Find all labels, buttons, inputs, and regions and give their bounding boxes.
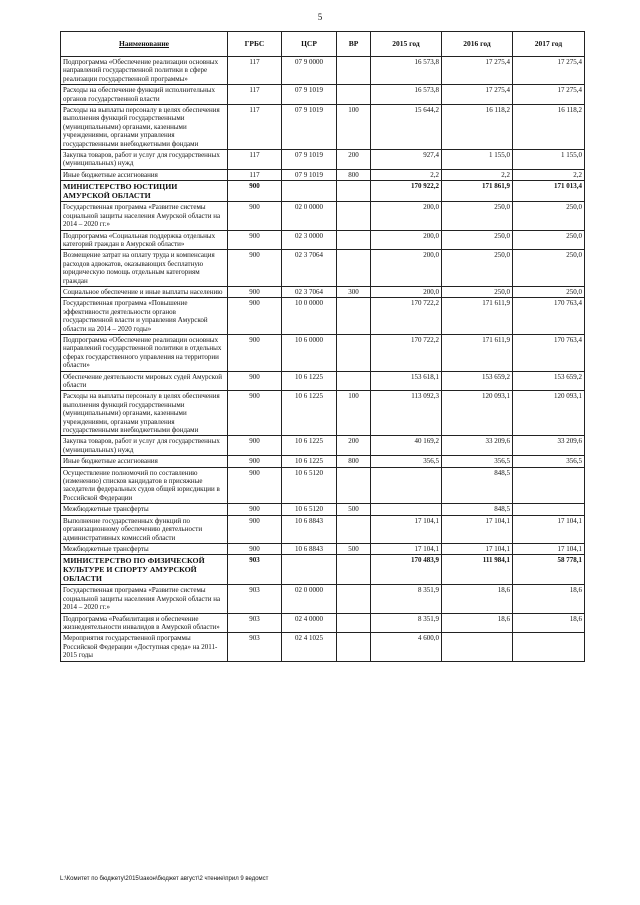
cell-2016: 17 104,1 (442, 515, 513, 543)
cell-2015 (371, 467, 442, 504)
cell-2015: 8 351,9 (371, 585, 442, 613)
cell-grbs: 903 (228, 613, 282, 633)
cell-grbs: 900 (228, 504, 282, 515)
cell-name: Подпрограмма «Обеспечение реализации основных направлений государственной политики в отдельных сферах государственного управления на территории области» (61, 334, 228, 371)
cell-2015: 927,4 (371, 150, 442, 170)
cell-csr: 02 4 0000 (282, 613, 337, 633)
cell-grbs: 903 (228, 633, 282, 661)
table-row (61, 181, 585, 202)
cell-csr: 10 6 1225 (282, 436, 337, 456)
cell-vr (337, 230, 371, 250)
table-row (61, 391, 585, 436)
table-row (61, 371, 585, 391)
cell-name: Межбюджетные трансферты (61, 504, 228, 515)
cell-2016: 2,2 (442, 169, 513, 180)
cell-2016: 250,0 (442, 202, 513, 230)
cell-vr (337, 202, 371, 230)
cell-2017 (513, 467, 585, 504)
cell-csr (282, 181, 337, 202)
cell-2016: 17 275,4 (442, 57, 513, 85)
cell-2016 (442, 633, 513, 661)
table-row (61, 169, 585, 180)
cell-2016: 171 611,9 (442, 298, 513, 335)
cell-csr: 07 9 1019 (282, 105, 337, 150)
cell-csr: 10 0 0000 (282, 298, 337, 335)
cell-vr (337, 613, 371, 633)
cell-name: Мероприятия государственной программы Российской Федерации «Доступная среда» на 2011-2015 годы (61, 633, 228, 661)
cell-2015: 356,5 (371, 456, 442, 467)
cell-csr: 02 4 1025 (282, 633, 337, 661)
table-row (61, 230, 585, 250)
cell-vr (337, 298, 371, 335)
cell-csr (282, 555, 337, 585)
cell-2017: 17 104,1 (513, 543, 585, 554)
cell-2015: 17 104,1 (371, 543, 442, 554)
cell-name: Межбюджетные трансферты (61, 543, 228, 554)
cell-2016: 33 209,6 (442, 436, 513, 456)
cell-csr: 02 0 0000 (282, 585, 337, 613)
cell-2016: 120 093,1 (442, 391, 513, 436)
table-row (61, 456, 585, 467)
cell-2017: 1 155,0 (513, 150, 585, 170)
header-2017: 2017 год (513, 32, 585, 57)
cell-name: Выполнение государственных функций по организационному обеспечению деятельности административных комиссий области (61, 515, 228, 543)
cell-2015: 200,0 (371, 230, 442, 250)
cell-csr: 07 9 1019 (282, 150, 337, 170)
cell-grbs: 117 (228, 85, 282, 105)
cell-csr: 10 6 8843 (282, 543, 337, 554)
table-row (61, 633, 585, 661)
cell-csr: 10 6 1225 (282, 456, 337, 467)
cell-2017: 250,0 (513, 230, 585, 250)
cell-csr: 10 6 5120 (282, 504, 337, 515)
cell-2016: 848,5 (442, 504, 513, 515)
cell-2016: 17 104,1 (442, 543, 513, 554)
cell-2015: 170 922,2 (371, 181, 442, 202)
cell-name: Расходы на выплаты персоналу в целях обеспечения выполнения функций государственными (муниципальными) органами, казенными учреждениями, органами управления государственными внебюджетными фондами (61, 391, 228, 436)
cell-grbs: 903 (228, 585, 282, 613)
table-row (61, 298, 585, 335)
cell-2016: 250,0 (442, 230, 513, 250)
cell-grbs: 117 (228, 105, 282, 150)
cell-2017: 18,6 (513, 613, 585, 633)
cell-vr (337, 371, 371, 391)
cell-csr: 10 6 0000 (282, 334, 337, 371)
cell-2017: 250,0 (513, 250, 585, 287)
cell-grbs: 900 (228, 230, 282, 250)
footer-file-path: L:\Комитет по бюджету\2015\закон\бюджет август\2 чтение\прил 9 ведомст (60, 876, 269, 882)
cell-2015: 40 169,2 (371, 436, 442, 456)
cell-csr: 10 6 1225 (282, 371, 337, 391)
cell-2015: 15 644,2 (371, 105, 442, 150)
cell-grbs: 900 (228, 298, 282, 335)
cell-2017: 250,0 (513, 202, 585, 230)
cell-2015: 4 600,0 (371, 633, 442, 661)
cell-2016: 1 155,0 (442, 150, 513, 170)
cell-2017: 17 104,1 (513, 515, 585, 543)
cell-name: Подпрограмма «Обеспечение реализации основных направлений государственной политики в сфере реализации государственной программы» (61, 57, 228, 85)
cell-vr (337, 85, 371, 105)
header-2015: 2015 год (371, 32, 442, 57)
cell-csr: 10 6 1225 (282, 391, 337, 436)
table-row (61, 585, 585, 613)
cell-csr: 10 6 8843 (282, 515, 337, 543)
cell-name: МИНИСТЕРСТВО ПО ФИЗИЧЕСКОЙ КУЛЬТУРЕ И СПОРТУ АМУРСКОЙ ОБЛАСТИ (61, 555, 228, 585)
table-row (61, 286, 585, 297)
header-vr: ВР (337, 32, 371, 57)
table-row (61, 105, 585, 150)
cell-2017: 170 763,4 (513, 334, 585, 371)
cell-grbs: 900 (228, 286, 282, 297)
cell-name: Иные бюджетные ассигнования (61, 456, 228, 467)
cell-grbs: 900 (228, 181, 282, 202)
cell-vr: 500 (337, 504, 371, 515)
table-row (61, 85, 585, 105)
cell-2016: 356,5 (442, 456, 513, 467)
cell-csr: 07 9 0000 (282, 57, 337, 85)
cell-2016: 18,6 (442, 613, 513, 633)
cell-grbs: 900 (228, 250, 282, 287)
table-body (61, 57, 585, 662)
table-row (61, 543, 585, 554)
header-csr: ЦСР (282, 32, 337, 57)
cell-name: Обеспечение деятельности мировых судей Амурской области (61, 371, 228, 391)
cell-2016: 153 659,2 (442, 371, 513, 391)
cell-2016: 17 275,4 (442, 85, 513, 105)
cell-2017: 356,5 (513, 456, 585, 467)
cell-grbs: 117 (228, 169, 282, 180)
cell-grbs: 900 (228, 515, 282, 543)
cell-csr: 07 9 1019 (282, 169, 337, 180)
cell-vr: 200 (337, 150, 371, 170)
cell-vr (337, 467, 371, 504)
cell-csr: 02 3 7064 (282, 286, 337, 297)
cell-2016: 250,0 (442, 250, 513, 287)
cell-2015: 153 618,1 (371, 371, 442, 391)
table-row (61, 250, 585, 287)
cell-csr: 02 3 7064 (282, 250, 337, 287)
cell-vr (337, 334, 371, 371)
cell-name: Расходы на обеспечение функций исполнительных органов государственной власти (61, 85, 228, 105)
cell-2017: 171 013,4 (513, 181, 585, 202)
cell-2015: 2,2 (371, 169, 442, 180)
cell-name: МИНИСТЕРСТВО ЮСТИЦИИ АМУРСКОЙ ОБЛАСТИ (61, 181, 228, 202)
cell-2017: 120 093,1 (513, 391, 585, 436)
cell-2015: 170 722,2 (371, 298, 442, 335)
cell-2017: 16 118,2 (513, 105, 585, 150)
cell-vr (337, 585, 371, 613)
cell-2015: 113 092,3 (371, 391, 442, 436)
table-row (61, 436, 585, 456)
cell-grbs: 900 (228, 391, 282, 436)
cell-2015: 16 573,8 (371, 85, 442, 105)
cell-2017 (513, 504, 585, 515)
cell-name: Возмещение затрат на оплату труда и компенсация расходов адвокатов, оказывающих бесплатную юридическую помощь отдельным категориям граждан (61, 250, 228, 287)
cell-2015: 200,0 (371, 202, 442, 230)
cell-2016: 848,5 (442, 467, 513, 504)
cell-grbs: 900 (228, 456, 282, 467)
table-row (61, 555, 585, 585)
cell-2015: 200,0 (371, 250, 442, 287)
cell-2017: 250,0 (513, 286, 585, 297)
table-header (61, 32, 585, 57)
cell-2015: 16 573,8 (371, 57, 442, 85)
cell-2016: 16 118,2 (442, 105, 513, 150)
cell-2017: 17 275,4 (513, 57, 585, 85)
cell-grbs: 900 (228, 543, 282, 554)
cell-2016: 111 984,1 (442, 555, 513, 585)
cell-name: Государственная программа «Повышение эффективности деятельности органов государственной власти и управления Амурской области на 2014 – 2020 годы» (61, 298, 228, 335)
cell-2017: 170 763,4 (513, 298, 585, 335)
cell-2017: 18,6 (513, 585, 585, 613)
table-row (61, 504, 585, 515)
cell-2016: 250,0 (442, 286, 513, 297)
table-row (61, 57, 585, 85)
cell-csr: 07 9 1019 (282, 85, 337, 105)
table-row (61, 515, 585, 543)
cell-vr: 200 (337, 436, 371, 456)
budget-table (60, 31, 585, 662)
page-number: 5 (317, 12, 323, 22)
cell-vr (337, 181, 371, 202)
table-row (61, 202, 585, 230)
cell-2015: 170 483,9 (371, 555, 442, 585)
cell-name: Государственная программа «Развитие системы социальной защиты населения Амурской области на 2014 – 2020 гг.» (61, 202, 228, 230)
cell-vr: 800 (337, 169, 371, 180)
cell-grbs: 117 (228, 150, 282, 170)
cell-vr: 100 (337, 391, 371, 436)
cell-grbs: 900 (228, 334, 282, 371)
header-grbs: ГРБС (228, 32, 282, 57)
cell-name: Подпрограмма «Реабилитация и обеспечение жизнедеятельности инвалидов в Амурской области» (61, 613, 228, 633)
cell-name: Закупка товаров, работ и услуг для государственных (муниципальных) нужд (61, 436, 228, 456)
table-row (61, 334, 585, 371)
cell-grbs: 900 (228, 436, 282, 456)
cell-vr (337, 515, 371, 543)
cell-name: Осуществление полномочий по составлению (изменению) списков кандидатов в присяжные заседатели федеральных судов общей юрисдикции в Российской Федерации (61, 467, 228, 504)
header-2016: 2016 год (442, 32, 513, 57)
cell-2016: 18,6 (442, 585, 513, 613)
cell-2015 (371, 504, 442, 515)
cell-grbs: 117 (228, 57, 282, 85)
cell-csr: 10 6 5120 (282, 467, 337, 504)
cell-name: Государственная программа «Развитие системы социальной защиты населения Амурской области на 2014 – 2020 гг.» (61, 585, 228, 613)
cell-vr: 800 (337, 456, 371, 467)
cell-vr (337, 555, 371, 585)
table-row (61, 613, 585, 633)
cell-vr (337, 57, 371, 85)
cell-grbs: 900 (228, 371, 282, 391)
cell-2016: 171 861,9 (442, 181, 513, 202)
cell-csr: 02 0 0000 (282, 202, 337, 230)
table-row (61, 150, 585, 170)
cell-2015: 170 722,2 (371, 334, 442, 371)
cell-2017: 58 778,1 (513, 555, 585, 585)
cell-2016: 171 611,9 (442, 334, 513, 371)
cell-name: Расходы на выплаты персоналу в целях обеспечения выполнения функций государственными (муниципальными) органами, казенными учреждениями, органами управления государственными внебюджетными фондами (61, 105, 228, 150)
cell-name: Закупка товаров, работ и услуг для государственных (муниципальных) нужд (61, 150, 228, 170)
cell-vr: 100 (337, 105, 371, 150)
cell-2015: 17 104,1 (371, 515, 442, 543)
cell-grbs: 903 (228, 555, 282, 585)
cell-grbs: 900 (228, 202, 282, 230)
cell-2017: 2,2 (513, 169, 585, 180)
table-row (61, 467, 585, 504)
cell-csr: 02 3 0000 (282, 230, 337, 250)
cell-name: Социальное обеспечение и иные выплаты населению (61, 286, 228, 297)
cell-vr: 300 (337, 286, 371, 297)
cell-2015: 8 351,9 (371, 613, 442, 633)
header-name: Наименование (61, 32, 228, 57)
cell-vr (337, 250, 371, 287)
cell-2017: 153 659,2 (513, 371, 585, 391)
cell-2017: 17 275,4 (513, 85, 585, 105)
cell-2017 (513, 633, 585, 661)
cell-2015: 200,0 (371, 286, 442, 297)
cell-2017: 33 209,6 (513, 436, 585, 456)
cell-name: Подпрограмма «Социальная поддержка отдельных категорий граждан в Амурской области» (61, 230, 228, 250)
cell-vr: 500 (337, 543, 371, 554)
cell-vr (337, 633, 371, 661)
cell-grbs: 900 (228, 467, 282, 504)
cell-name: Иные бюджетные ассигнования (61, 169, 228, 180)
